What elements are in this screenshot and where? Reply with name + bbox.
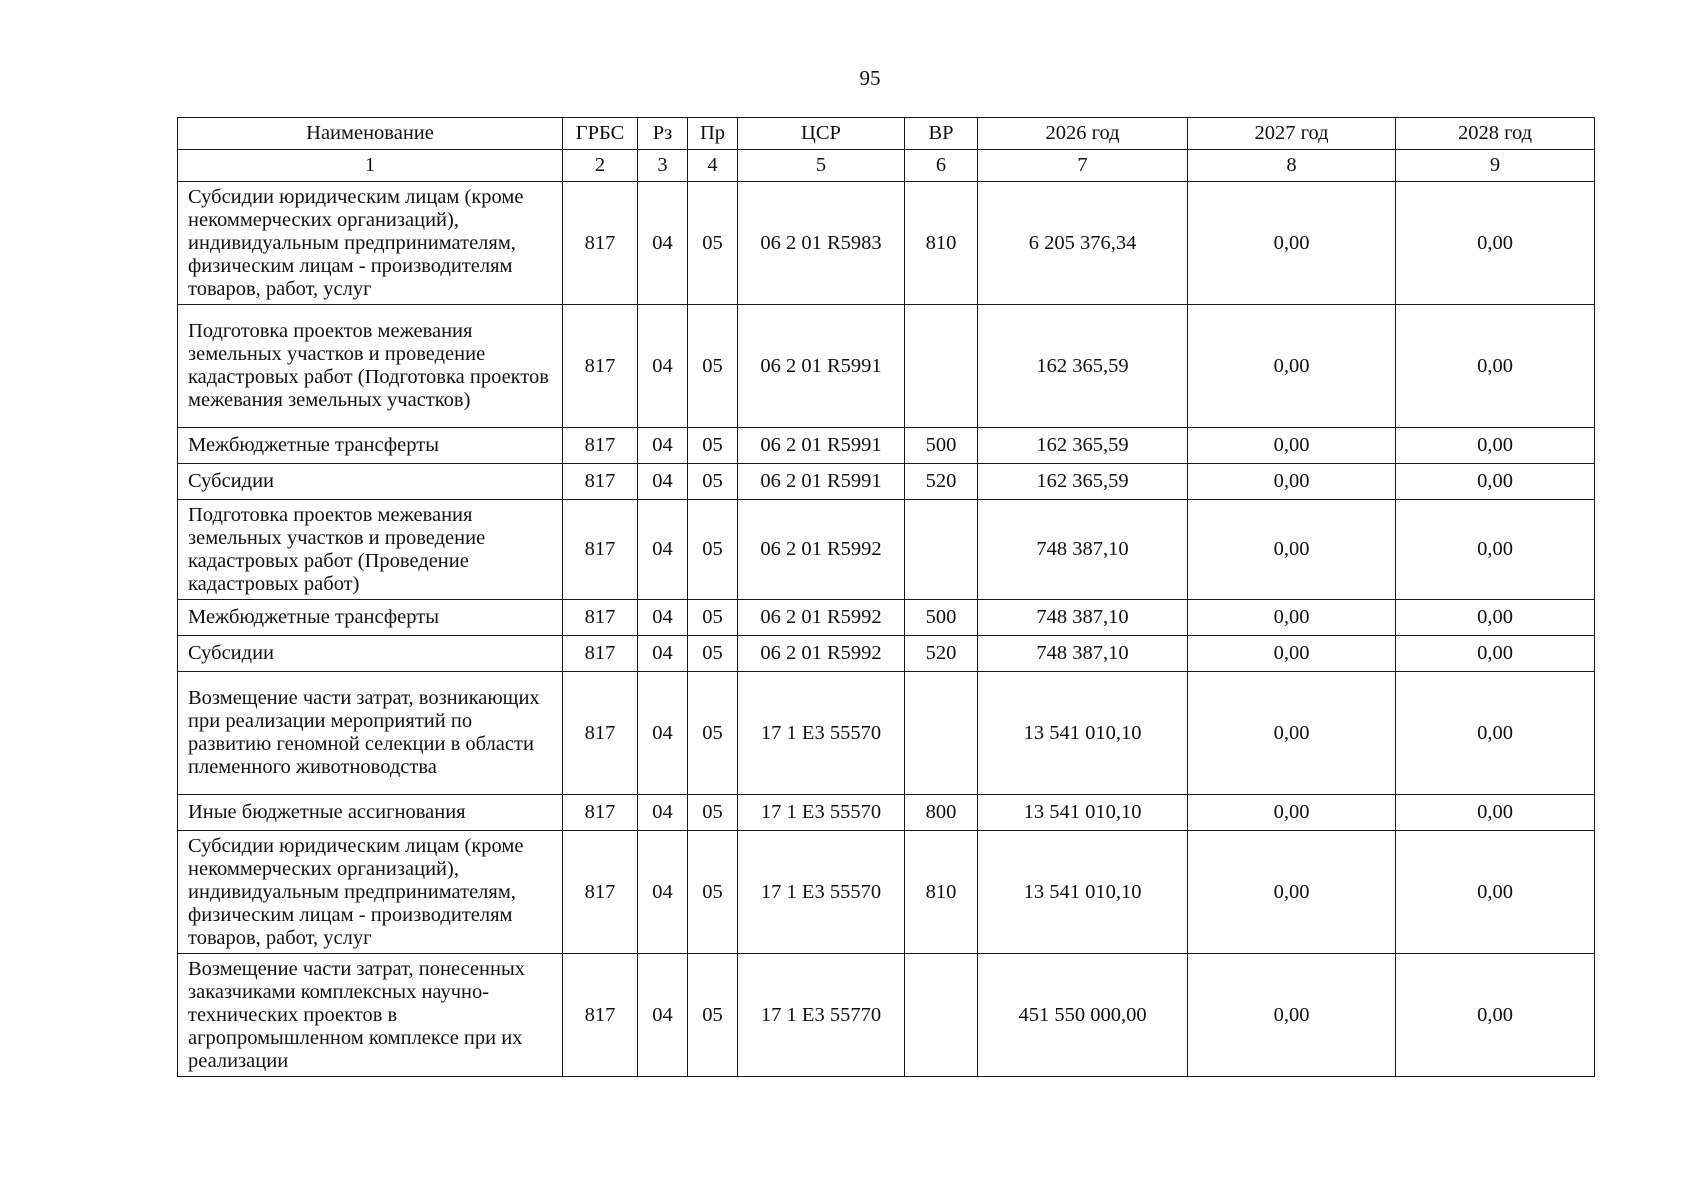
row-csr: 06 2 01 R5991	[738, 428, 905, 464]
row-2027: 0,00	[1188, 182, 1396, 305]
row-rz: 04	[638, 464, 688, 500]
row-rz: 04	[638, 600, 688, 636]
row-name: Межбюджетные трансферты	[178, 600, 563, 636]
row-vr	[905, 305, 978, 428]
row-2026: 13 541 010,10	[978, 795, 1188, 831]
row-grbs: 817	[563, 182, 638, 305]
row-2026: 162 365,59	[978, 464, 1188, 500]
column-number: 2	[563, 150, 638, 182]
row-2026: 162 365,59	[978, 428, 1188, 464]
row-pr: 05	[688, 464, 738, 500]
row-rz: 04	[638, 795, 688, 831]
column-number: 4	[688, 150, 738, 182]
row-grbs: 817	[563, 672, 638, 795]
row-csr: 17 1 E3 55570	[738, 672, 905, 795]
row-name: Субсидии юридическим лицам (кроме некоммерческих организаций), индивидуальным предпринимателям, физическим лицам - производителям товаров, работ, услуг	[178, 831, 563, 954]
row-2028: 0,00	[1396, 464, 1595, 500]
row-csr: 06 2 01 R5991	[738, 305, 905, 428]
header-2028: 2028 год	[1396, 118, 1595, 150]
table-row	[178, 464, 1595, 500]
column-number: 3	[638, 150, 688, 182]
row-2026: 748 387,10	[978, 600, 1188, 636]
table-row	[178, 500, 1595, 600]
row-2027: 0,00	[1188, 305, 1396, 428]
row-rz: 04	[638, 672, 688, 795]
header-2026: 2026 год	[978, 118, 1188, 150]
row-2028: 0,00	[1396, 305, 1595, 428]
row-2028: 0,00	[1396, 500, 1595, 600]
row-2028: 0,00	[1396, 954, 1595, 1077]
row-name: Возмещение части затрат, возникающих при реализации мероприятий по развитию геномной селекции в области племенного животноводства	[178, 672, 563, 795]
row-vr	[905, 954, 978, 1077]
row-2028: 0,00	[1396, 831, 1595, 954]
row-2027: 0,00	[1188, 795, 1396, 831]
row-csr: 06 2 01 R5992	[738, 600, 905, 636]
row-2028: 0,00	[1396, 636, 1595, 672]
header-row	[178, 118, 1595, 150]
header-vr: ВР	[905, 118, 978, 150]
row-pr: 05	[688, 954, 738, 1077]
row-csr: 06 2 01 R5992	[738, 636, 905, 672]
row-grbs: 817	[563, 428, 638, 464]
column-number: 9	[1396, 150, 1595, 182]
row-grbs: 817	[563, 636, 638, 672]
row-name: Субсидии	[178, 464, 563, 500]
row-pr: 05	[688, 672, 738, 795]
header-rz: Рз	[638, 118, 688, 150]
row-rz: 04	[638, 500, 688, 600]
row-2027: 0,00	[1188, 954, 1396, 1077]
row-rz: 04	[638, 305, 688, 428]
row-vr: 500	[905, 428, 978, 464]
row-2026: 162 365,59	[978, 305, 1188, 428]
column-number: 1	[178, 150, 563, 182]
row-grbs: 817	[563, 795, 638, 831]
row-2027: 0,00	[1188, 464, 1396, 500]
column-number: 8	[1188, 150, 1396, 182]
row-rz: 04	[638, 636, 688, 672]
row-rz: 04	[638, 428, 688, 464]
row-rz: 04	[638, 831, 688, 954]
table-row	[178, 600, 1595, 636]
header-name: Наименование	[178, 118, 563, 150]
row-name: Межбюджетные трансферты	[178, 428, 563, 464]
row-pr: 05	[688, 831, 738, 954]
row-2028: 0,00	[1396, 672, 1595, 795]
row-2028: 0,00	[1396, 182, 1595, 305]
row-vr: 520	[905, 636, 978, 672]
row-2026: 13 541 010,10	[978, 672, 1188, 795]
row-2028: 0,00	[1396, 600, 1595, 636]
column-number: 5	[738, 150, 905, 182]
row-pr: 05	[688, 600, 738, 636]
row-rz: 04	[638, 182, 688, 305]
row-name: Субсидии юридическим лицам (кроме некоммерческих организаций), индивидуальным предпринимателям, физическим лицам - производителям товаров, работ, услуг	[178, 182, 563, 305]
column-number: 7	[978, 150, 1188, 182]
row-2026: 13 541 010,10	[978, 831, 1188, 954]
page-number: 95	[859, 66, 881, 90]
row-2026: 451 550 000,00	[978, 954, 1188, 1077]
row-vr: 800	[905, 795, 978, 831]
row-2027: 0,00	[1188, 636, 1396, 672]
header-pr: Пр	[688, 118, 738, 150]
header-2027: 2027 год	[1188, 118, 1396, 150]
table-row	[178, 831, 1595, 954]
row-pr: 05	[688, 305, 738, 428]
table-row	[178, 182, 1595, 305]
row-2027: 0,00	[1188, 672, 1396, 795]
budget-table	[177, 117, 1595, 1077]
row-2027: 0,00	[1188, 600, 1396, 636]
row-pr: 05	[688, 500, 738, 600]
row-vr	[905, 500, 978, 600]
row-vr: 810	[905, 182, 978, 305]
row-csr: 17 1 E3 55770	[738, 954, 905, 1077]
column-number-row	[178, 150, 1595, 182]
table-row	[178, 672, 1595, 795]
row-pr: 05	[688, 428, 738, 464]
table-row	[178, 795, 1595, 831]
row-2027: 0,00	[1188, 428, 1396, 464]
row-pr: 05	[688, 636, 738, 672]
row-csr: 06 2 01 R5991	[738, 464, 905, 500]
row-grbs: 817	[563, 954, 638, 1077]
row-2026: 6 205 376,34	[978, 182, 1188, 305]
row-name: Подготовка проектов межевания земельных участков и проведение кадастровых работ (Проведение кадастровых работ)	[178, 500, 563, 600]
column-number: 6	[905, 150, 978, 182]
row-name: Иные бюджетные ассигнования	[178, 795, 563, 831]
row-2027: 0,00	[1188, 500, 1396, 600]
table-row	[178, 636, 1595, 672]
row-grbs: 817	[563, 464, 638, 500]
row-csr: 06 2 01 R5992	[738, 500, 905, 600]
row-csr: 17 1 E3 55570	[738, 831, 905, 954]
row-rz: 04	[638, 954, 688, 1077]
row-2027: 0,00	[1188, 831, 1396, 954]
row-grbs: 817	[563, 500, 638, 600]
row-grbs: 817	[563, 305, 638, 428]
row-2028: 0,00	[1396, 428, 1595, 464]
row-csr: 17 1 E3 55570	[738, 795, 905, 831]
row-vr: 520	[905, 464, 978, 500]
table-row	[178, 954, 1595, 1077]
row-grbs: 817	[563, 600, 638, 636]
header-grbs: ГРБС	[563, 118, 638, 150]
header-csr: ЦСР	[738, 118, 905, 150]
row-csr: 06 2 01 R5983	[738, 182, 905, 305]
row-2026: 748 387,10	[978, 636, 1188, 672]
row-vr: 810	[905, 831, 978, 954]
row-name: Субсидии	[178, 636, 563, 672]
row-grbs: 817	[563, 831, 638, 954]
row-name: Подготовка проектов межевания земельных участков и проведение кадастровых работ (Подготовка проектов межевания земельных участков)	[178, 305, 563, 428]
row-pr: 05	[688, 795, 738, 831]
table-row	[178, 428, 1595, 464]
row-vr: 500	[905, 600, 978, 636]
row-vr	[905, 672, 978, 795]
table-row	[178, 305, 1595, 428]
row-2028: 0,00	[1396, 795, 1595, 831]
row-pr: 05	[688, 182, 738, 305]
row-2026: 748 387,10	[978, 500, 1188, 600]
row-name: Возмещение части затрат, понесенных заказчиками комплексных научно-технических проектов в агропромышленном комплексе при их реализации	[178, 954, 563, 1077]
